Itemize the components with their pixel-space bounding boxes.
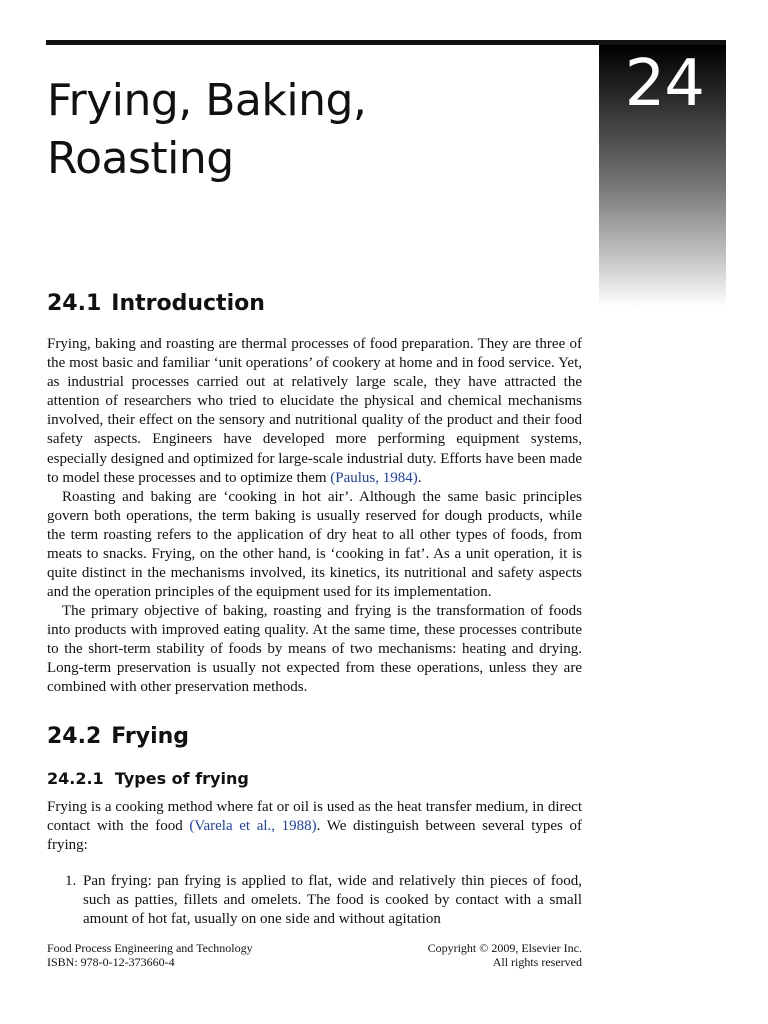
- paragraph-text-end: . We distinguish between several types of frying:: [47, 818, 582, 854]
- footer-rights: All rights reserved: [492, 955, 582, 969]
- citation-link[interactable]: (Paulus, 1984): [330, 469, 418, 486]
- frying-types-list: [47, 872, 582, 929]
- citation-link[interactable]: (Varela et al., 1988): [189, 818, 317, 835]
- intro-paragraph-3: The primary objective of baking, roasting and frying is the transformation of foods into products with improved eating quality. At the same time, these processes contribute to the short-term stability of foods by means of two mechanisms: heating and drying. Long-term preservation is usually not expected from these operations, unless they are combined with other preservation methods.: [47, 603, 582, 696]
- list-item-marker: 1.: [65, 873, 77, 889]
- paragraph-text-end: .: [417, 469, 422, 486]
- chapter-title-line-2: Roasting: [47, 133, 234, 184]
- paragraph-text: Frying is a cooking method where fat or oil is used as the heat transfer medium, in direct contact with the food: [47, 799, 582, 835]
- chapter-number-banner: [599, 45, 726, 307]
- subsection-title: Types of frying: [114, 769, 249, 788]
- chapter-title: [47, 72, 567, 188]
- intro-paragraph-1: [47, 335, 582, 488]
- footer-copyright-info: [428, 941, 582, 969]
- footer-book-info: [47, 941, 253, 969]
- subsection-heading-types-of-frying: [47, 768, 249, 790]
- section-heading-introduction: [47, 290, 265, 318]
- footer-book-title: Food Process Engineering and Technology: [47, 941, 253, 955]
- footer-copyright: Copyright © 2009, Elsevier Inc.: [427, 941, 582, 955]
- subsection-number: 24.2.1: [47, 769, 104, 788]
- paragraph-text: Frying, baking and roasting are thermal processes of food preparation. They are three of the most basic and familiar ‘unit operations’ of cookery at home and in food service. Yet, as industrial processes carried out at relatively large scale, they have attracted the attention of researchers who tried to elucidate the physical and chemical mechanisms involved, their effect on the sensory and nutritional quality of the product and their food safety aspects. Engineers have developed more performing equipment systems, especially designed and optimized for large-scale industrial duty. Efforts have been made to model these processes and to optimize them: [47, 336, 582, 486]
- section-title: Frying: [111, 724, 190, 749]
- chapter-title-line-1: Frying, Baking,: [47, 75, 367, 126]
- section-title: Introduction: [111, 291, 265, 316]
- section-number: 24.2: [47, 724, 102, 749]
- intro-paragraph-2: Roasting and baking are ‘cooking in hot air’. Although the same basic principles govern both operations, the term baking is usually reserved for dough products, while the term roasting refers to the application of dry heat to all other types of foods, from meats to snacks. Frying, on the other hand, is ‘cooking in fat’. As a unit operation, it is quite distinct in the mechanisms involved, its kinetics, its nutritional and safety aspects and the operation principles of the equipment used for its implementation.: [47, 489, 582, 601]
- frying-paragraph-1: [47, 798, 582, 855]
- section-heading-frying: [47, 723, 189, 751]
- footer-isbn: ISBN: 978-0-12-373660-4: [47, 955, 175, 969]
- section-number: 24.1: [47, 291, 102, 316]
- list-item: [47, 872, 582, 929]
- chapter-number: 24: [624, 47, 704, 121]
- list-item-text: Pan frying: pan frying is applied to flat, wide and relatively thin pieces of food, such as patties, fillets and omelets. The food is cooked by contact with a small amount of hot fat, usually on one side and without agitation: [83, 873, 582, 928]
